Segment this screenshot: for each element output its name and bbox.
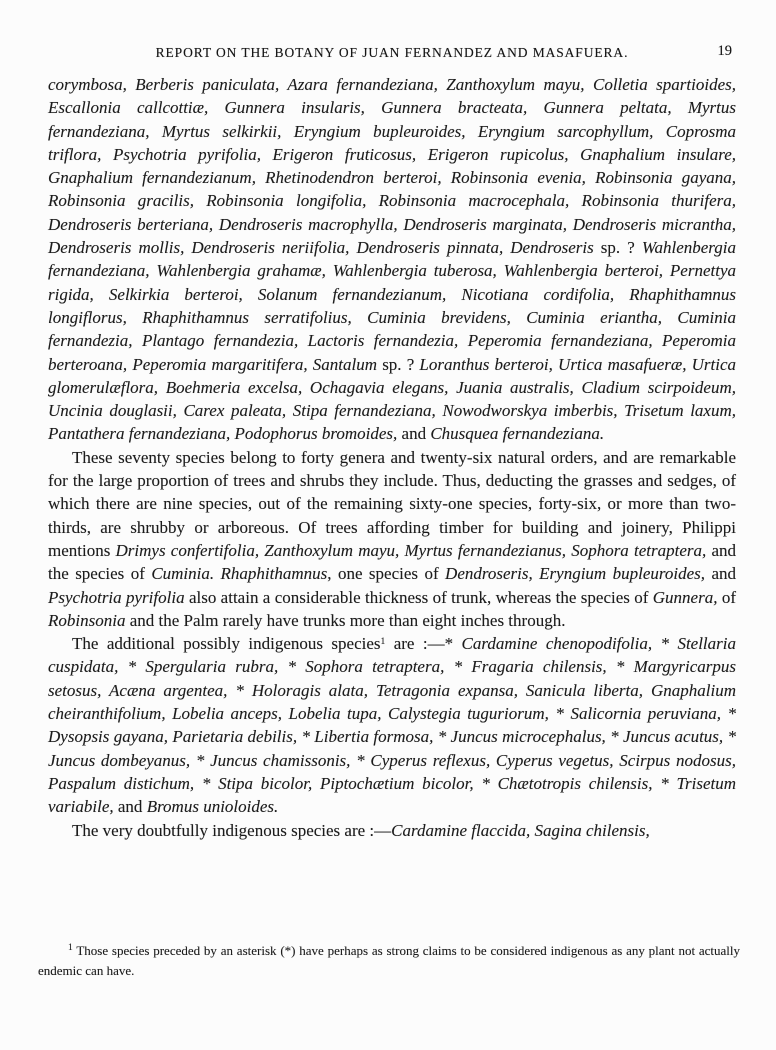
running-title: REPORT ON THE BOTANY OF JUAN FERNANDEZ AND MASAFUERA. [155, 45, 629, 60]
paragraph-species-list: corymbosa, Berberis paniculata, Azara fernandeziana, Zanthoxylum mayu, Colletia spartioides, Escallonia callcottiæ, Gunnera insularis, Gunnera bracteata, Gunnera peltata, Myrtus fernandeziana, Myrtus selkirkii, Eryngium bupleuroides, Eryngium sarcophyllum, Coprosma triflora, Psychotria pyrifolia, Erigeron fruticosus, Erigeron rupicolus, Gnaphalium insulare, Gnaphalium fernandezianum, Rhetinodendron berteroi, Robinsonia evenia, Robinsonia gayana, Robinsonia gracilis, Robinsonia longifolia, Robinsonia macrocephala, Robinsonia thurifera, Dendroseris berteriana, Dendroseris macrophylla, Dendroseris marginata, Dendroseris micrantha, Dendroseris mollis, Dendroseris neriifolia, Dendroseris pinnata, Dendroseris sp. ? Wahlenbergia fernandeziana, Wahlenbergia grahamæ, Wahlenbergia tuberosa, Wahlenbergia berteroi, Pernettya rigida, Selkirkia berteroi, Solanum fernandezianum, Nicotiana cordifolia, Rhaphithamnus longiflorus, Rhaphithamnus serratifolius, Cuminia brevidens, Cuminia eriantha, Cuminia fernandezia, Plantago fernandezia, Lactoris fernandezia, Peperomia fernandeziana, Peperomia berteroana, Peperomia margaritifera, Santalum sp. ? Loranthus berteroi, Urtica masafueræ, Urtica glomerulæflora, Boehmeria excelsa, Ochagavia elegans, Juania australis, Cladium scirpoideum, Uncinia douglasii, Carex paleata, Stipa fernandeziana, Nowodworskya imberbis, Trisetum laxum, Pantathera fernandeziana, Podophorus bromoides, and Chusquea fernandeziana. [48, 75, 736, 444]
footnote: $^1$ Those species preceded by an asterisk (*) have perhaps as strong claims to be considered indigenous as any plant not actually endemic can have. [38, 943, 740, 978]
page-body [48, 73, 736, 842]
paragraph-additional-indigenous: The additional possibly indigenous species$^1$ are :—* Cardamine chenopodifolia, * Stellaria cuspidata, * Spergularia rubra, * Sophora tetraptera, * Fragaria chilensis, * Margyricarpus setosus, Acæna argentea, * Holoragis alata, Tetragonia expansa, Sanicula liberta, Gnaphalium cheiranthifolium, Lobelia anceps, Lobelia tupa, Calystegia tuguriorum, * Salicornia peruviana, * Dysopsis gayana, Parietaria debilis, * Libertia formosa, * Juncus microcephalus, * Juncus acutus, * Juncus dombeyanus, * Juncus chamissonis, * Cyperus reflexus, Cyperus vegetus, Scirpus nodosus, Paspalum distichum, * Stipa bicolor, Piptochætium bicolor, * Chætotropis chilensis, * Trisetum variabile, and Bromus unioloides. [48, 634, 736, 817]
page-header [48, 44, 736, 62]
paragraph-doubtfully-indigenous: The very doubtfully indigenous species are :—Cardamine flaccida, Sagina chilensis, [72, 820, 650, 840]
paragraph-seventy-species: These seventy species belong to forty genera and twenty-six natural orders, and are remarkable for the large proportion of trees and shrubs they include. Thus, deducting the grasses and sedges, of which there are nine species, out of the remaining sixty-one species, forty-six, or more than two-thirds, are shrubby or arboreous. Of trees affording timber for building and joinery, Philippi mentions Drimys confertifolia, Zanthoxylum mayu, Myrtus fernandezianus, Sophora tetraptera, and the species of Cuminia. Rhaphithamnus, one species of Dendroseris, Eryngium bupleuroides, and Psychotria pyrifolia also attain a considerable thickness of trunk, whereas the species of Gunnera, of Robinsonia and the Palm rarely have trunks more than eight inches through. [48, 447, 736, 630]
page-number: 19 [717, 43, 732, 59]
